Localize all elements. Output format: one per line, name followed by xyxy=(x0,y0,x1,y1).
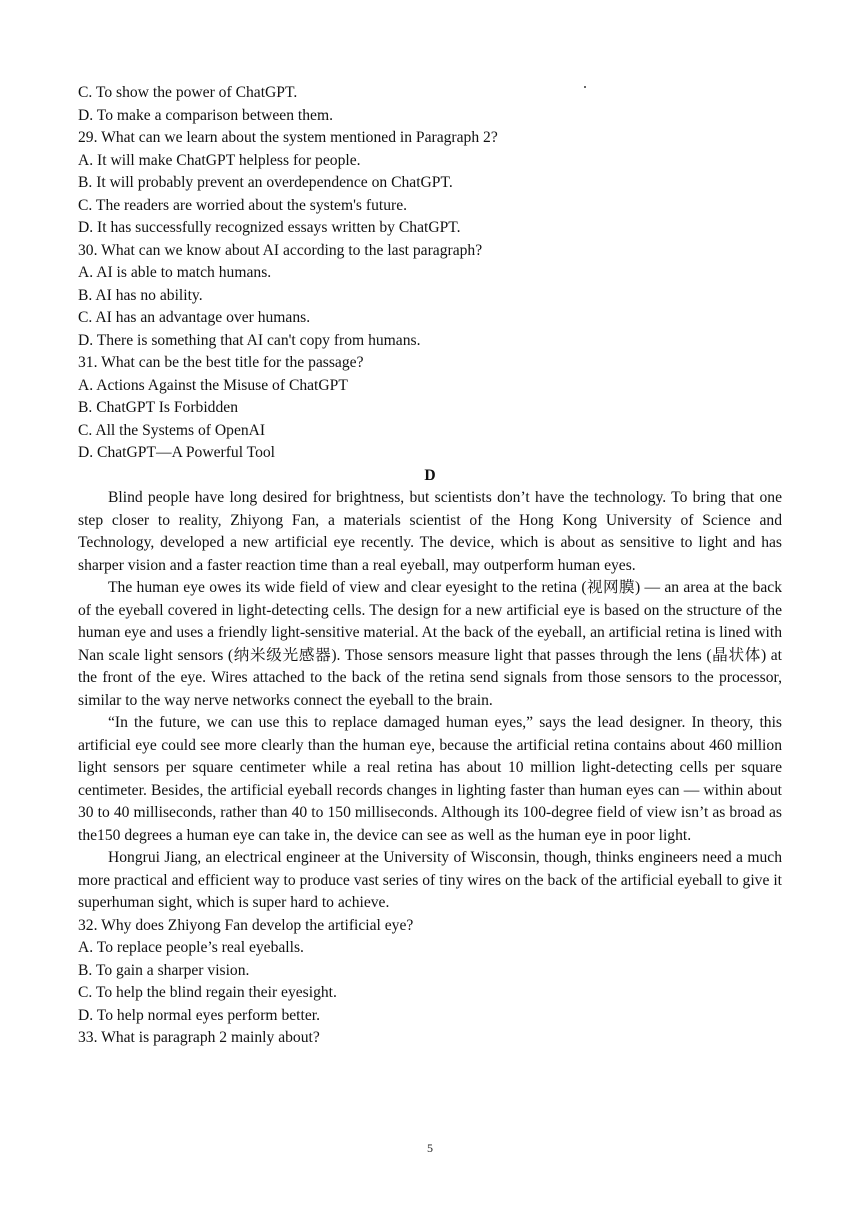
passage-paragraph-2: The human eye owes its wide field of view and clear eyesight to the retina (视网膜) — an area at the back of the eyeball covered in light-detecting cells. The design for a new artificial eye is based on the structure of the human eye and uses a friendly light-sensitive material. At the back of the eyeball, an artificial retina is lined with Nan scale light sensors (纳米级光感器). Those sensors measure light that passes through the lens (晶状体) at the front of the eye. Wires attached to the back of the retina send signals from those sensors to the processor, similar to the way nerve networks connect the eyeball to the brain. xyxy=(78,579,782,709)
passage-paragraph-1: Blind people have long desired for brightness, but scientists don’t have the technology. To bring that one step closer to reality, Zhiyong Fan, a materials scientist of the Hong Kong University of Science and Technology, developed a new artificial eye recently. The device, which is about as sensitive to light and has sharper vision and a faster reaction time than a real eyeball, may outperform human eyes. xyxy=(78,489,782,574)
option-31-c: C. All the Systems of OpenAI xyxy=(78,421,266,439)
passage-paragraph-4: Hongrui Jiang, an electrical engineer at the University of Wisconsin, though, thinks engineers need a much more practical and efficient way to produce vast series of tiny wires on the back of the artificial eyeball to give it superhuman sight, which is super hard to achieve. xyxy=(78,849,782,911)
option-30-c: C. AI has an advantage over humans. xyxy=(78,309,311,326)
question-32: 32. Why does Zhiyong Fan develop the artificial eye? xyxy=(78,916,414,934)
option-30-a: A. AI is able to match humans. xyxy=(78,264,272,281)
text-line: D. To make a comparison between them. xyxy=(78,106,333,124)
option-29-c: C. The readers are worried about the system's future. xyxy=(78,196,408,214)
page-number: 5 xyxy=(427,1141,433,1155)
option-31-b: B. ChatGPT Is Forbidden xyxy=(78,399,238,416)
intro-question-block xyxy=(78,82,782,465)
question-block xyxy=(78,915,782,1050)
option-29-d: D. It has successfully recognized essays written by ChatGPT. xyxy=(78,219,461,236)
section-heading: D xyxy=(424,466,436,484)
page-content xyxy=(78,82,782,1050)
passage-paragraph-3: “In the future, we can use this to replace damaged human eyes,” says the lead designer. In theory, this artificial eye could see more clearly than the human eye, because the artificial retina contains about 460 million light sensors per square centimeter while a real retina has about 10 million light-detecting cells per square centimeter. Besides, the artificial eyeball records changes in lighting faster than human eyes can — within about 30 to 40 milliseconds, rather than 40 to 150 milliseconds. Although its 100-degree field of view isn’t as broad as the150 degrees a human eye can take in, the device can see as well as the human eye in poor light. xyxy=(78,714,782,844)
question-30: 30. What can we know about AI according to the last paragraph? xyxy=(78,241,483,259)
option-29-b: B. It will probably prevent an overdependence on ChatGPT. xyxy=(78,174,453,191)
question-31: 31. What can be the best title for the passage? xyxy=(78,354,364,371)
option-31-a: A. Actions Against the Misuse of ChatGPT xyxy=(78,376,348,394)
option-32-b: B. To gain a sharper vision. xyxy=(78,961,250,979)
option-30-b: B. AI has no ability. xyxy=(78,286,203,304)
option-32-c: C. To help the blind regain their eyesight. xyxy=(78,984,337,1001)
option-32-d: D. To help normal eyes perform better. xyxy=(78,1006,320,1024)
option-31-d: D. ChatGPT—A Powerful Tool xyxy=(78,444,276,461)
option-29-a: A. It will make ChatGPT helpless for people. xyxy=(78,151,361,169)
question-33: 33. What is paragraph 2 mainly about? xyxy=(78,1029,320,1046)
text-line: C. To show the power of ChatGPT. xyxy=(78,84,298,101)
passage xyxy=(78,487,782,915)
option-30-d: D. There is something that AI can't copy from humans. xyxy=(78,331,421,349)
question-29: 29. What can we learn about the system mentioned in Paragraph 2? xyxy=(78,129,498,146)
option-32-a: A. To replace people’s real eyeballs. xyxy=(78,939,304,956)
